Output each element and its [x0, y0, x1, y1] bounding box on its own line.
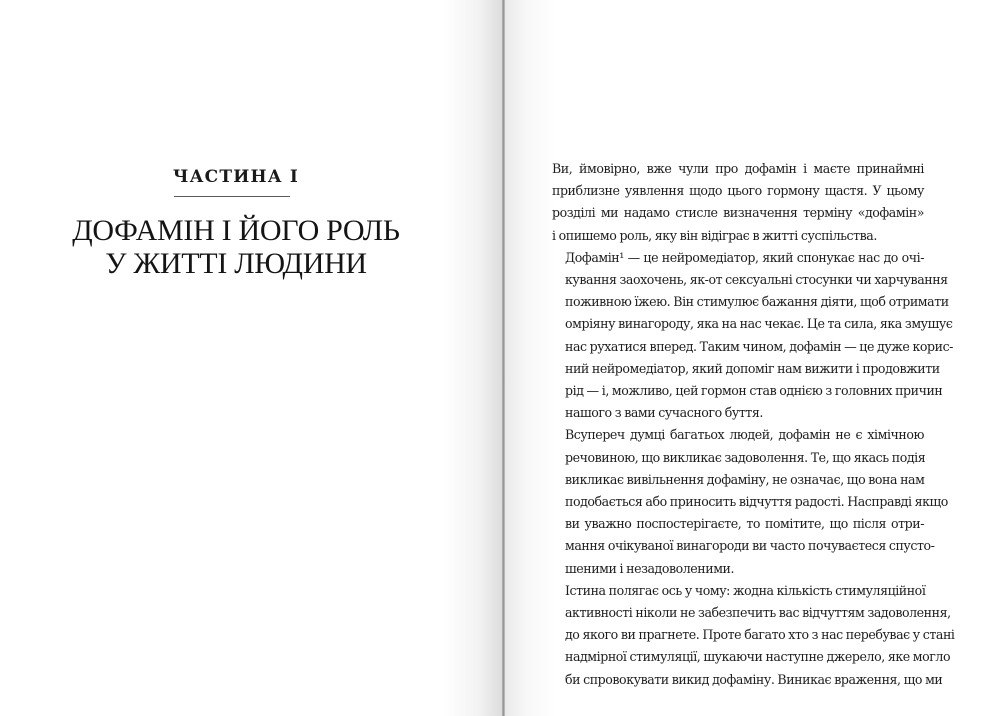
text-line: і опишемо роль, яку він відіграє в житті суспільства. [552, 227, 877, 243]
text-line: Ви, ймовірно, вже чули про дофамін і маєте принаймні [552, 161, 924, 176]
text-line: поживною їжею. Він стимулює бажання діяти, щоб отримати [565, 294, 949, 310]
text-line: кування заохочень, як-от сексуальні стосунки чи харчування [565, 272, 948, 288]
paragraph [552, 158, 924, 247]
text-line: Істина полягає ось у чому: жодна кількість стимуляційної [565, 582, 926, 598]
text-line: приблизне уявлення щодо цього гормону щастя. У цьому [552, 183, 924, 199]
part-label-underline [174, 196, 290, 197]
text-line: активності ніколи не забезпечить вас відчуттям задоволення, [565, 605, 951, 621]
part-label: ЧАСТИНА I [172, 167, 300, 187]
paragraph [552, 580, 955, 691]
text-line: Дофамін¹ — це нейромедіатор, який спонукає нас до очі- [565, 249, 924, 265]
part-title [60, 214, 412, 280]
text-line: ви уважно поспостерігаєте, то помітите, що після отри- [565, 516, 924, 532]
text-line: розділі ми надамо стисле визначення терміну «дофамін» [552, 205, 924, 221]
text-line: Всупереч думці багатьох людей, дофамін не є хімічною [565, 427, 924, 443]
text-line: викликає вивільнення дофаміну, не означає, що вона нам [565, 471, 925, 487]
part-title-line: ДОФАМІН І ЙОГО РОЛЬ [72, 214, 400, 247]
text-line: рід — і, можливо, цей гормон став однією з головних причин [565, 383, 943, 399]
text-line: нашого з вами сучасного буття. [565, 405, 763, 421]
text-line: омріяну винагороду, яка на нас чекає. Це та сила, яка змушує [565, 316, 953, 332]
text-line: мання очікуваної винагороди ви часто почуваєтеся спусто- [565, 538, 935, 554]
text-line: нас рухатися вперед. Таким чином, дофамін — це дуже корис- [565, 338, 953, 354]
paragraph [552, 424, 948, 579]
text-line: речовиною, що викликає задоволення. Те, що якась подія [565, 449, 926, 465]
part-title-line: У ЖИТТІ ЛЮДИНИ [105, 247, 367, 280]
body-text [552, 158, 955, 691]
text-line: до якого ви прагнете. Проте багато хто з нас перебуває у стані [565, 627, 955, 643]
text-line: надмірної стимуляції, шукаючи наступне джерело, яке могло [565, 649, 951, 665]
text-line: би спровокувати викид дофаміну. Виникає враження, що ми [565, 671, 943, 687]
text-line: ний нейромедіатор, який допоміг нам вижити і продовжити [565, 360, 940, 376]
text-line: шеними і незадоволеними. [565, 560, 735, 576]
text-line: подобається або приносить відчуття радості. Насправді якщо [565, 494, 948, 510]
paragraph [552, 247, 953, 425]
